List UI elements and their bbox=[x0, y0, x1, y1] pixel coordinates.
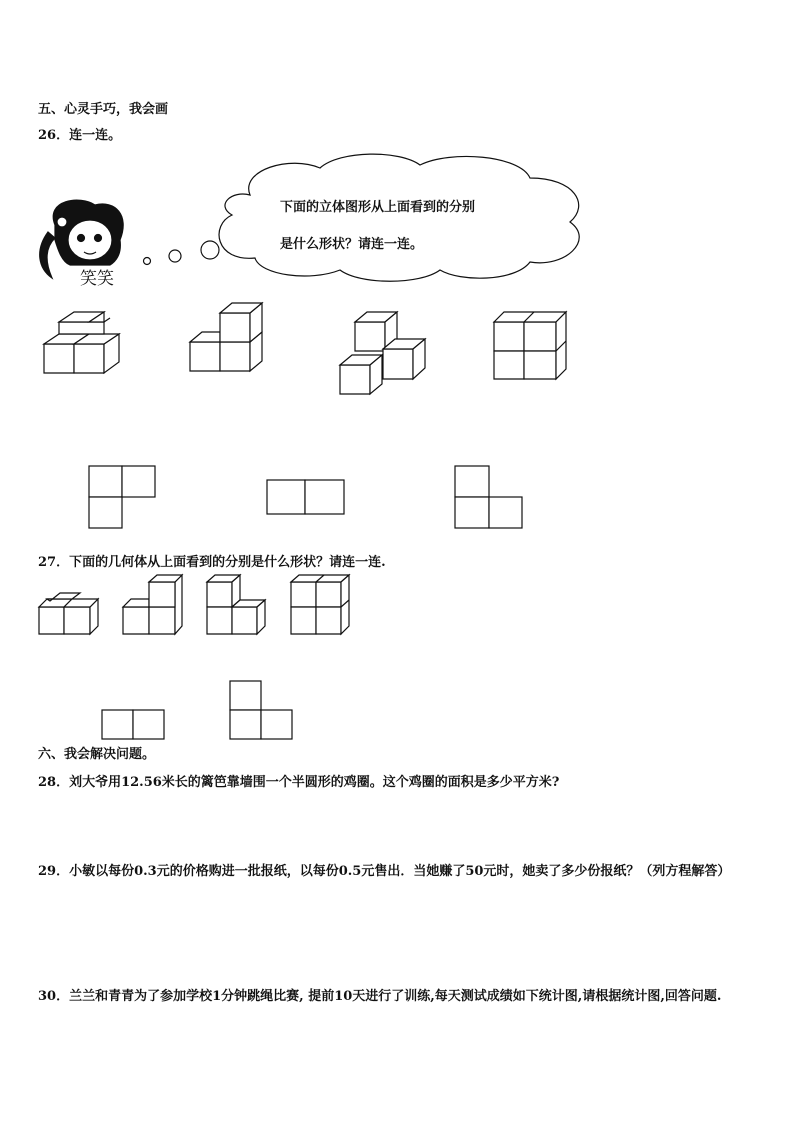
section-title-6: 六、我会解决问题。 bbox=[38, 747, 156, 762]
q27-solid-4 bbox=[291, 575, 349, 634]
q27-view-1 bbox=[102, 710, 164, 739]
question-27-label: 27．下面的几何体从上面看到的分别是什么形状？请连一连. bbox=[38, 555, 386, 570]
thought-cloud bbox=[144, 154, 580, 281]
q27-solid-1 bbox=[39, 593, 98, 634]
question-29: 29．小敏以每份0.3元的价格购进一批报纸，以每份0.5元售出．当她赚了50元时，她卖了多少份报纸？（列方程解答） bbox=[38, 864, 731, 879]
q26-view-3 bbox=[455, 466, 522, 528]
q26-view-1 bbox=[89, 466, 155, 528]
q27-solid-3 bbox=[207, 575, 265, 634]
section-title-5: 五、心灵手巧，我会画 bbox=[38, 102, 169, 117]
q26-solid-2 bbox=[190, 303, 262, 371]
q26-solid-4 bbox=[494, 312, 566, 379]
girl-caption: 笑笑 bbox=[80, 269, 114, 289]
question-26-label: 26．连一连。 bbox=[38, 128, 122, 143]
q26-solid-1 bbox=[44, 312, 119, 373]
question-30: 30．兰兰和青青为了参加学校1分钟跳绳比赛, 提前10天进行了训练,每天测试成绩如下统计图,请根据统计图,回答问题. bbox=[38, 989, 722, 1004]
q26-view-2 bbox=[267, 480, 344, 514]
q26-solid-3 bbox=[340, 312, 425, 394]
cloud-text-line-2: 是什么形状？请连一连。 bbox=[280, 237, 424, 252]
q27-view-2 bbox=[230, 681, 292, 739]
cloud-text-line-1: 下面的立体图形从上面看到的分别 bbox=[280, 200, 476, 215]
q27-solid-2 bbox=[123, 575, 182, 634]
question-28: 28．刘大爷用12.56米长的篱笆靠墙围一个半圆形的鸡圈。这个鸡圈的面积是多少平方米? bbox=[38, 775, 560, 790]
